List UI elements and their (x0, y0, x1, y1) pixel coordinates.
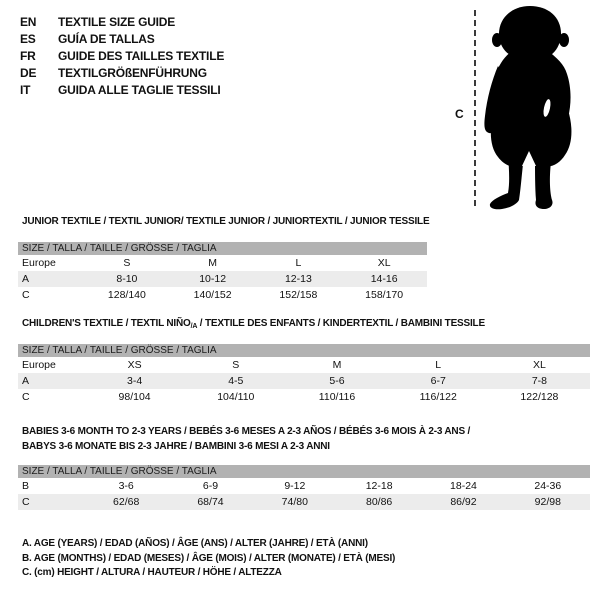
cell: 74/80 (281, 496, 308, 508)
title-subscript: /A (190, 323, 198, 330)
cell: 152/158 (279, 289, 318, 301)
table-row (18, 373, 590, 389)
lang-text: TEXTILE SIZE GUIDE (58, 14, 176, 29)
table-row (18, 478, 590, 494)
lang-code: ES (20, 31, 36, 46)
table-row (18, 389, 590, 405)
lang-row-es (20, 30, 224, 47)
junior-size-table (18, 242, 427, 303)
cell: 6-9 (202, 480, 219, 492)
footnotes (22, 537, 395, 581)
size-header-band: SIZE / TALLA / TAILLE / GRÖSSE / TAGLIA (18, 242, 427, 255)
cell: 14-16 (370, 273, 398, 285)
size-header-band: SIZE / TALLA / TAILLE / GRÖSSE / TAGLIA (18, 344, 590, 357)
lang-row-fr (20, 47, 224, 64)
row-label: A (22, 375, 30, 387)
lang-code: EN (20, 14, 37, 29)
cell: XL (377, 257, 391, 269)
size-header-band: SIZE / TALLA / TAILLE / GRÖSSE / TAGLIA (18, 465, 590, 478)
cell: 4-5 (228, 375, 244, 387)
children-table-title (22, 318, 485, 330)
footnote-a: A. AGE (YEARS) / EDAD (AÑOS) / ÂGE (ANS) / ALTER (JAHRE) / ETÀ (ANNI) (22, 538, 368, 549)
cell: L (435, 359, 442, 371)
lang-text: GUIDA ALLE TAGLIE TESSILI (58, 82, 221, 97)
babies-table-title (22, 424, 470, 454)
cell: 62/68 (113, 496, 140, 508)
cell: M (332, 359, 342, 371)
lang-text: TEXTILGRÖßENFÜHRUNG (58, 65, 207, 80)
cell: XS (127, 359, 142, 371)
cell: 158/170 (365, 289, 404, 301)
cell: S (123, 257, 131, 269)
row-label: A (22, 273, 30, 285)
cell: 18-24 (450, 480, 477, 492)
baby-silhouette-icon (483, 4, 579, 210)
row-label: C (22, 289, 30, 301)
junior-table-title: JUNIOR TEXTILE / TEXTIL JUNIOR/ TEXTILE JUNIOR / JUNIORTEXTIL / JUNIOR TESSILE (22, 216, 430, 227)
lang-code: FR (20, 48, 36, 63)
cell: 116/122 (419, 391, 457, 403)
table-row (18, 255, 427, 271)
cell: 140/152 (193, 289, 232, 301)
cell: 7-8 (531, 375, 547, 387)
row-label: Europe (22, 359, 56, 371)
cell: 98/104 (118, 391, 151, 403)
title-line-2: BABYS 3-6 MONATE BIS 2-3 JAHRE / BAMBINI 3-6 MESI A 2-3 ANNI (22, 441, 330, 452)
cell: S (232, 359, 240, 371)
cell: 8-10 (116, 273, 138, 285)
cell: 80/86 (366, 496, 393, 508)
row-label: B (22, 480, 30, 492)
table-row (18, 287, 427, 303)
babies-size-table (18, 465, 590, 510)
cell: 6-7 (430, 375, 446, 387)
cell: 5-6 (329, 375, 345, 387)
table-row (18, 357, 590, 373)
footnote-b: B. AGE (MONTHS) / EDAD (MESES) / ÂGE (MOIS) / ALTER (MONATE) / ETÀ (MESI) (22, 552, 396, 564)
language-list (20, 13, 224, 98)
table-row (18, 494, 590, 510)
cell: 92/98 (534, 496, 561, 508)
lang-code: IT (20, 82, 31, 97)
height-measure-label: C (455, 107, 464, 121)
lang-row-de (20, 64, 224, 81)
cell: 12-13 (284, 273, 312, 285)
cell: 86/92 (450, 496, 477, 508)
cell: 104/110 (217, 391, 255, 403)
lang-code: DE (20, 65, 37, 80)
cell: 122/128 (520, 391, 559, 403)
cell: 68/74 (197, 496, 224, 508)
title-part: CHILDREN'S TEXTILE / TEXTIL NIÑO (22, 318, 191, 329)
lang-text: GUIDE DES TAILLES TEXTILE (58, 48, 225, 63)
cell: 128/140 (107, 289, 146, 301)
height-measure-dashed-line (474, 10, 476, 206)
cell: 9-12 (284, 480, 306, 492)
lang-text: GUÍA DE TALLAS (58, 31, 155, 46)
title-line-1: BABIES 3-6 MONTH TO 2-3 YEARS / BEBÉS 3-6 MESES A 2-3 AÑOS / BÉBÉS 3-6 MOIS À 2-3 ANS / (22, 426, 471, 437)
lang-row-en (20, 13, 224, 30)
cell: 24-36 (534, 480, 562, 492)
cell: 12-18 (365, 480, 393, 492)
cell: 110/116 (318, 391, 356, 403)
title-part: / TEXTILE DES ENFANTS / KINDERTEXTIL / BAMBINI TESSILE (197, 318, 485, 329)
cell: 3-4 (127, 375, 143, 387)
row-label: Europe (22, 257, 56, 269)
cell: XL (532, 359, 546, 371)
table-row (18, 271, 427, 287)
cell: L (295, 257, 302, 269)
cell: M (208, 257, 217, 269)
row-label: C (22, 496, 30, 508)
cell: 3-6 (118, 480, 134, 492)
footnote-c: C. (cm) HEIGHT / ALTURA / HAUTEUR / HÖHE / ALTEZZA (22, 567, 282, 578)
row-label: C (22, 391, 30, 403)
lang-row-it (20, 81, 224, 98)
children-size-table (18, 344, 590, 405)
cell: 10-12 (199, 273, 227, 285)
